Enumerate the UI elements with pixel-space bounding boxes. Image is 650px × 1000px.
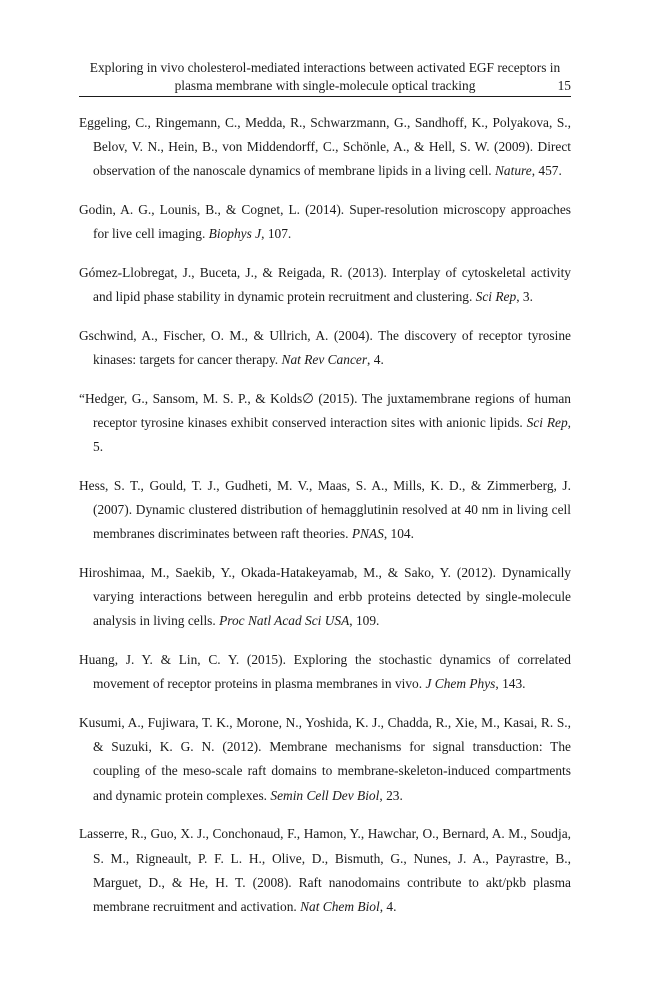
reference-text: Eggeling, C., Ringemann, C., Medda, R., Schwarzmann, G., Sandhoff, K., Polyakova, S., Belov, V. N., Hein, B., von Middendorff, C., Schönle, A., & Hell, S. W. (2009). Direct observation of the nanoscale dynamics of membrane lipids in a living cell.: [79, 115, 571, 179]
reference-text: Hess, S. T., Gould, T. J., Gudheti, M. V., Maas, S. A., Mills, K. D., & Zimmerberg, J. (2007). Dynamic clustered distribution of hemagglutinin resolved at 40 nm in living cell membranes discriminates between raft theories.: [79, 477, 571, 542]
reference-text: Kusumi, A., Fujiwara, T. K., Morone, N., Yoshida, K. J., Chadda, R., Xie, M., Kasai, R. S., & Suzuki, K. G. N. (2012). Membrane mechanisms for signal transduction: The coupling of the meso-scale raft domains to membrane-skeleton-induced compartments and dynamic protein complexes.: [79, 715, 571, 803]
reference-volume: 4.: [373, 352, 384, 368]
reference-volume: 109.: [355, 613, 380, 629]
page-number: 15: [557, 78, 571, 93]
reference-item: Godin, A. G., Lounis, B., & Cognet, L. (2014). Super-resolution microscopy approaches for live cell imaging. Biophys J, 107.: [79, 202, 571, 242]
reference-journal: Sci Rep: [475, 289, 517, 305]
reference-journal: Semin Cell Dev Biol: [270, 787, 380, 803]
reference-volume: 5.: [93, 439, 104, 455]
reference-volume: 107.: [267, 226, 292, 242]
reference-text: Gschwind, A., Fischer, O. M., & Ullrich, A. (2004). The discovery of receptor tyrosine kinases: targets for cancer therapy.: [79, 327, 571, 368]
reference-journal: PNAS: [351, 526, 384, 542]
reference-item: Hiroshimaa, M., Saekib, Y., Okada-Hatakeyamab, M., & Sako, Y. (2012). Dynamically varying interactions between heregulin and erbb proteins detected by single-molecule analysis in living cells. Proc Natl Acad Sci USA, 109.: [79, 565, 571, 629]
reference-text: “Hedger, G., Sansom, M. S. P., & Kolds∅ (2015). The juxtamembrane regions of human receptor tyrosine kinases exhibit conserved interaction sites with anionic lipids.: [79, 390, 571, 431]
reference-text: Gómez-Llobregat, J., Buceta, J., & Reigada, R. (2013). Interplay of cytoskeletal activity and lipid phase stability in dynamic protein recruitment and clustering.: [79, 265, 571, 305]
reference-volume: 23.: [386, 787, 403, 803]
reference-text: Huang, J. Y. & Lin, C. Y. (2015). Exploring the stochastic dynamics of correlated movement of receptor proteins in plasma membranes in vivo.: [79, 652, 571, 692]
reference-journal: Biophys J: [208, 226, 262, 242]
reference-journal: Proc Natl Acad Sci USA: [219, 613, 350, 629]
reference-text: Godin, A. G., Lounis, B., & Cognet, L. (2014). Super-resolution microscopy approaches for live cell imaging.: [79, 202, 571, 242]
reference-item: “Hedger, G., Sansom, M. S. P., & Kolds∅ (2015). The juxtamembrane regions of human receptor tyrosine kinases exhibit conserved interaction sites with anionic lipids. Sci Rep, 5.: [79, 390, 571, 455]
reference-journal: Nature: [495, 163, 532, 179]
reference-item: Lasserre, R., Guo, X. J., Conchonaud, F., Hamon, Y., Hawchar, O., Bernard, A. M., Soudja, S. M., Rigneault, P. F. L. H., Olive, D., Bismuth, G., Nunes, J. A., Payrastre, B., Marguet, D., & He, H. T. (2008). Raft nanodomains contribute to akt/pkb plasma membrane recruitment and activation. Nat Chem Biol, 4.: [79, 826, 571, 914]
reference-item: Huang, J. Y. & Lin, C. Y. (2015). Exploring the stochastic dynamics of correlated movement of receptor proteins in plasma membranes in vivo. J Chem Phys, 143.: [79, 652, 571, 692]
reference-text: Lasserre, R., Guo, X. J., Conchonaud, F., Hamon, Y., Hawchar, O., Bernard, A. M., Soudja, S. M., Rigneault, P. F. L. H., Olive, D., Bismuth, G., Nunes, J. A., Payrastre, B., Marguet, D., & He, H. T. (2008). Raft nanodomains contribute to akt/pkb plasma membrane recruitment and activation.: [79, 826, 571, 914]
reference-volume: 143.: [502, 676, 526, 692]
reference-item: Hess, S. T., Gould, T. J., Gudheti, M. V., Maas, S. A., Mills, K. D., & Zimmerberg, J. (2007). Dynamic clustered distribution of hemagglutinin resolved at 40 nm in living cell membranes discriminates between raft theories. PNAS, 104.: [79, 477, 571, 542]
reference-volume: 457.: [538, 163, 562, 179]
reference-text: Hiroshimaa, M., Saekib, Y., Okada-Hatakeyamab, M., & Sako, Y. (2012). Dynamically varying interactions between heregulin and erbb proteins detected by single-molecule analysis in living cells.: [79, 565, 571, 629]
reference-item: Gschwind, A., Fischer, O. M., & Ullrich, A. (2004). The discovery of receptor tyrosine kinases: targets for cancer therapy. Nat Rev Cancer, 4.: [79, 327, 571, 368]
header-rule: [79, 96, 571, 97]
reference-journal: Nat Rev Cancer: [281, 352, 368, 368]
reference-item: Gómez-Llobregat, J., Buceta, J., & Reigada, R. (2013). Interplay of cytoskeletal activity and lipid phase stability in dynamic protein recruitment and clustering. Sci Rep, 3.: [79, 265, 571, 305]
reference-volume: 104.: [390, 526, 414, 542]
reference-item: Eggeling, C., Ringemann, C., Medda, R., Schwarzmann, G., Sandhoff, K., Polyakova, S., Belov, V. N., Hein, B., von Middendorff, C., Schönle, A., & Hell, S. W. (2009). Direct observation of the nanoscale dynamics of membrane lipids in a living cell. Nature, 457.: [79, 115, 571, 179]
running-header-title-line-2: plasma membrane with single-molecule optical tracking: [174, 78, 476, 93]
reference-item: Kusumi, A., Fujiwara, T. K., Morone, N., Yoshida, K. J., Chadda, R., Xie, M., Kasai, R. S., & Suzuki, K. G. N. (2012). Membrane mechanisms for signal transduction: The coupling of the meso-scale raft domains to membrane-skeleton-induced compartments and dynamic protein complexes. Semin Cell Dev Biol, 23.: [79, 715, 571, 803]
running-header-title-line-1: Exploring in vivo cholesterol-mediated interactions between activated EGF receptors in: [89, 60, 561, 75]
reference-journal: J Chem Phys: [425, 676, 496, 692]
reference-list: [79, 111, 571, 934]
running-header: [79, 59, 571, 95]
reference-volume: 3.: [522, 289, 533, 305]
reference-volume: 4.: [386, 898, 397, 914]
reference-journal: Sci Rep: [526, 415, 568, 431]
reference-journal: Nat Chem Biol: [300, 898, 380, 914]
